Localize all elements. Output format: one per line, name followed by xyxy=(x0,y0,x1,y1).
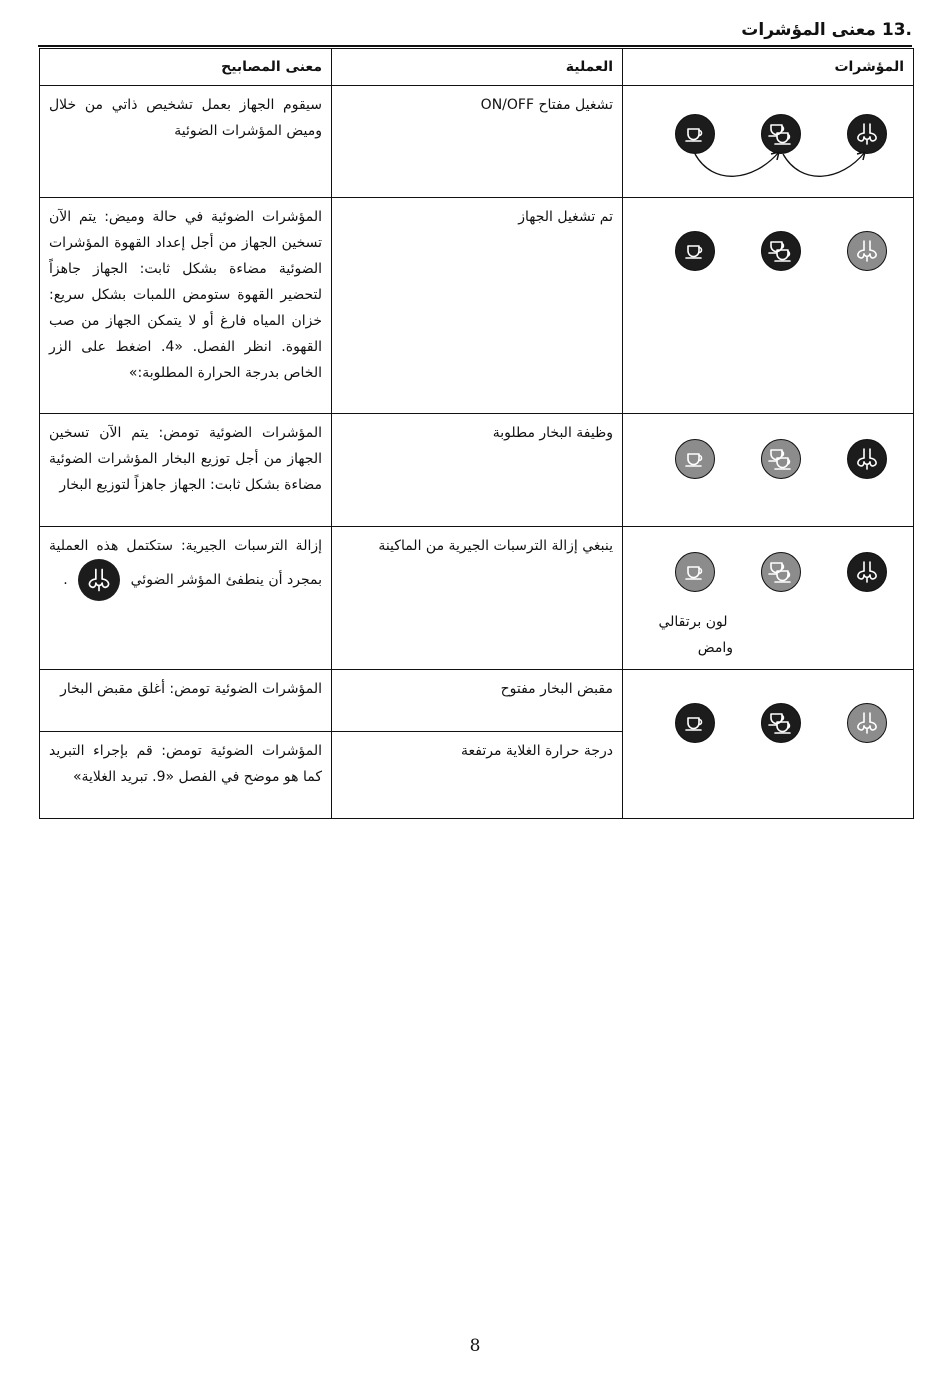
one-cup-light-icon xyxy=(675,439,715,479)
steam-light-icon xyxy=(847,703,887,743)
two-cups-light-icon xyxy=(761,703,801,743)
one-cup-light-icon xyxy=(675,552,715,592)
one-cup-light-icon xyxy=(675,703,715,743)
operation-cell: مقبض البخار مفتوح xyxy=(332,670,623,732)
meaning-cell xyxy=(40,527,332,670)
steam-light-icon xyxy=(847,231,887,271)
indicators-table xyxy=(39,48,914,819)
operation-cell: تشغيل مفتاح ON/OFF xyxy=(332,86,623,198)
operation-cell: تم تشغيل الجهاز xyxy=(332,198,623,414)
table-row xyxy=(40,670,914,732)
indicator-cell xyxy=(623,86,914,198)
sequence-arrows xyxy=(683,146,883,186)
section-title: .13 معنى المؤشرات xyxy=(741,20,912,40)
steam-light-icon xyxy=(847,552,887,592)
table-row xyxy=(40,86,914,198)
two-cups-light-icon xyxy=(761,552,801,592)
meaning-cell: المؤشرات الضوئية في حالة وميض: يتم الآن تسخين الجهاز من أجل إعداد القهوة المؤشرات الضوئية مضاءة بشكل ثابت: الجهاز جاهزاً لتحضير القهوة ستومض اللمبات بشكل سريع: خزان المياه فارغ أو لا يتمكن الجهاز من صب القهوة. انظر الفصل. «4. اضغط على الزر الخاص بدرجة الحرارة المطلوبة:» xyxy=(40,198,332,414)
steam-light-icon xyxy=(847,439,887,479)
operation-cell: وظيفة البخار مطلوبة xyxy=(332,414,623,527)
title-rule xyxy=(38,45,912,47)
indicator-cell xyxy=(623,527,914,670)
meaning-cell: المؤشرات الضوئية تومض: قم بإجراء التبريد كما هو موضح في الفصل «9. تبريد الغلاية» xyxy=(40,732,332,819)
indicator-cell xyxy=(623,414,914,527)
one-cup-light-icon xyxy=(675,231,715,271)
two-cups-light-icon xyxy=(761,439,801,479)
meaning-text: إزالة الترسبات الجيرية: ستكتمل هذه العملية بمجرد أن ينطفئ المؤشر الضوئي xyxy=(49,538,322,588)
indicator-cell xyxy=(623,198,914,414)
meaning-cell: المؤشرات الضوئية تومض: أغلق مقبض البخار xyxy=(40,670,332,732)
orange-flashing-note: لون برتقالي وامض xyxy=(658,614,733,656)
page-number: 8 xyxy=(469,1336,481,1356)
header-indicators: المؤشرات xyxy=(623,49,914,86)
indicator-cell xyxy=(623,670,914,819)
table-row xyxy=(40,414,914,527)
meaning-cell: المؤشرات الضوئية تومض: يتم الآن تسخين الجهاز من أجل توزيع البخار المؤشرات الضوئية مضاءة بشكل ثابت: الجهاز جاهزاً لتوزيع البخار xyxy=(40,414,332,527)
table-row xyxy=(40,198,914,414)
operation-cell: ينبغي إزالة الترسبات الجيرية من الماكينة xyxy=(332,527,623,670)
meaning-cell: سيقوم الجهاز بعمل تشخيص ذاتي من خلال وميض المؤشرات الضوئية xyxy=(40,86,332,198)
header-operation: العملية xyxy=(332,49,623,86)
two-cups-light-icon xyxy=(761,231,801,271)
meaning-text-end: . xyxy=(63,572,68,588)
header-meaning: معنى المصابيح xyxy=(40,49,332,86)
operation-cell: درجة حرارة الغلاية مرتفعة xyxy=(332,732,623,819)
table-row xyxy=(40,527,914,670)
table-header-row xyxy=(40,49,914,86)
steam-light-icon xyxy=(78,559,120,601)
